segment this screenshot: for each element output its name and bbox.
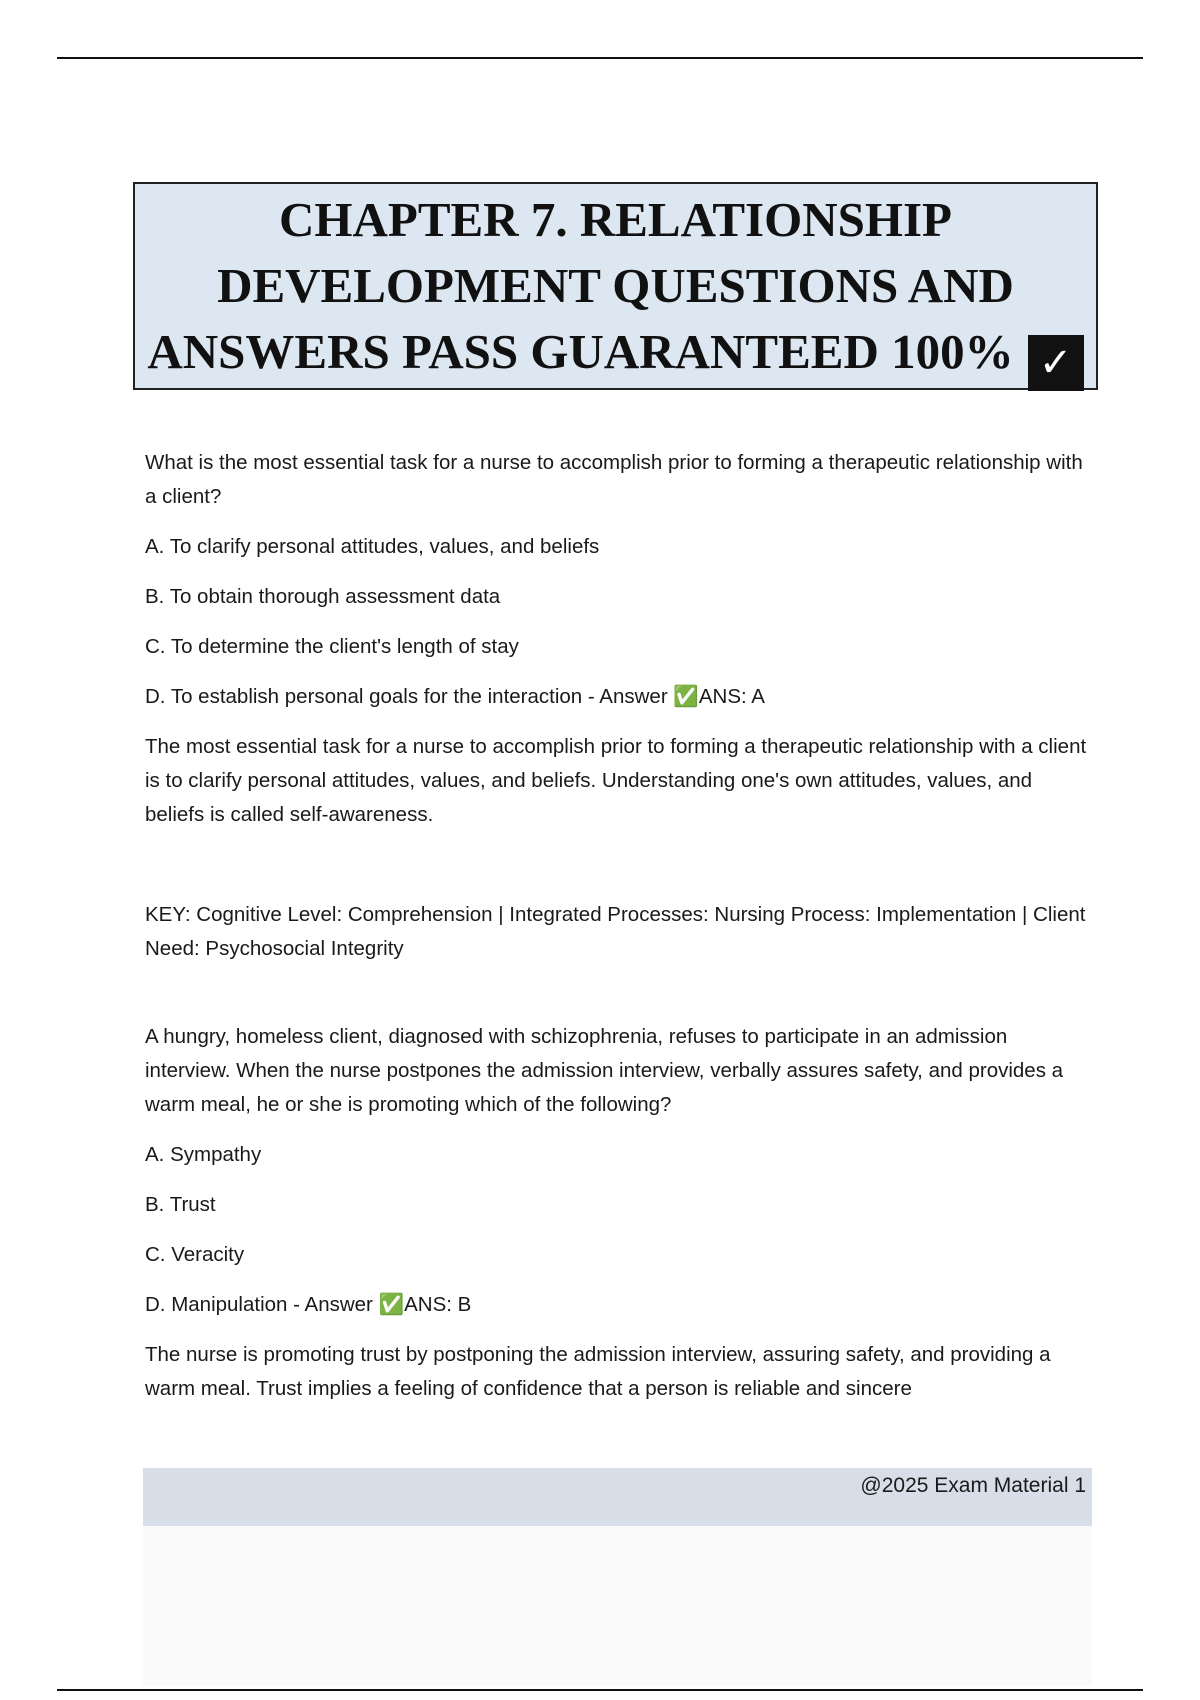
q1-option-b: B. To obtain thorough assessment data [145,585,501,608]
checkmark-icon: ✓ [1028,335,1084,391]
q2-option-d: D. Manipulation - Answer ✅ANS: B [145,1293,472,1316]
title-line-1: CHAPTER 7. RELATIONSHIP [279,192,952,247]
footer-text: @2025 Exam Material 1 [860,1474,1086,1497]
page-footer [143,1468,1092,1526]
title-line-3 [135,319,1096,391]
top-rule [57,57,1143,59]
q2-option-b: B. Trust [145,1193,216,1216]
footer-shade [143,1526,1092,1686]
q1-option-d: D. To establish personal goals for the interaction - Answer ✅ANS: A [145,685,765,708]
spacer [145,982,1095,1020]
q1-question: What is the most essential task for a nurse to accomplish prior to forming a therapeutic relationship with a client? [145,451,1083,508]
q1-key: KEY: Cognitive Level: Comprehension | Integrated Processes: Nursing Process: Implementation | Client Need: Psychosocial Integrity [145,903,1086,960]
q2-rationale: The nurse is promoting trust by postponing the admission interview, assuring safety, and providing a warm meal. Trust implies a feeling of confidence that a person is reliable and sincere [145,1343,1051,1400]
q1-rationale: The most essential task for a nurse to accomplish prior to forming a therapeutic relationship with a client is to clarify personal attitudes, values, and beliefs. Understanding one's own attitudes, values, and beliefs is called self-awareness. [145,735,1087,826]
title-banner [133,182,1098,390]
title-line-2: DEVELOPMENT QUESTIONS AND [217,258,1014,313]
bottom-rule [57,1689,1143,1691]
document-body [145,446,1095,1422]
q2-option-c: C. Veracity [145,1243,245,1266]
q2-option-a: A. Sympathy [145,1143,262,1166]
q2-question: A hungry, homeless client, diagnosed with schizophrenia, refuses to participate in an admission interview. When the nurse postpones the admission interview, verbally assures safety, and provides a warm meal, he or she is promoting which of the following? [145,1025,1064,1116]
q1-option-c: C. To determine the client's length of stay [145,635,519,658]
spacer [145,848,1095,898]
q1-option-a: A. To clarify personal attitudes, values, and beliefs [145,535,600,558]
title-line-3-text: ANSWERS PASS GUARANTEED 100% [147,324,1014,379]
